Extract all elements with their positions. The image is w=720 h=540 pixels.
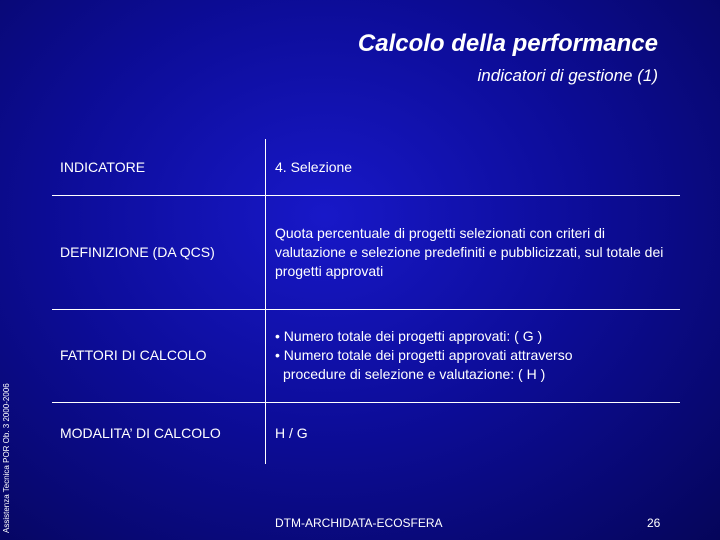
row-label-indicatore (60, 139, 260, 195)
indicator-table (52, 139, 680, 464)
side-vertical-text: Assistenza Tecnica POR Ob. 3 2000-2006 (2, 383, 11, 533)
row-value-modalita (275, 402, 675, 464)
table-row-label: DEFINIZIONE (DA QCS) (60, 243, 215, 260)
bullet-list (275, 327, 573, 384)
table-row-label: FATTORI DI CALCOLO (60, 347, 207, 363)
row-value-definizione (275, 195, 675, 309)
slide-subtitle: indicatori di gestione (1) (477, 66, 658, 85)
slide-title: Calcolo della performance (357, 30, 658, 57)
table-row-value: Quota percentuale di progetti selezionati con criteri di valutazione e selezione predefiniti e pubblicizzati, sul totale dei progetti approvati (275, 224, 664, 279)
row-label-fattori (60, 309, 260, 402)
bullet-item: • Numero totale dei progetti approvati: ( G ) (275, 328, 543, 344)
page-number: 26 (647, 516, 661, 530)
table-column-divider (265, 139, 266, 464)
table-row-label: MODALITA’ DI CALCOLO (60, 424, 221, 441)
row-value-indicatore (275, 139, 675, 195)
bullet-item: • Numero totale dei progetti approvati attraverso (275, 347, 573, 363)
row-label-definizione (60, 195, 260, 309)
row-value-fattori (275, 309, 675, 402)
bullet-item-continuation: procedure di selezione e valutazione: ( H ) (283, 366, 546, 382)
row-label-modalita (60, 402, 260, 464)
table-row-value: 4. Selezione (275, 158, 353, 175)
table-row-value: H / G (275, 424, 308, 441)
table-row-label: INDICATORE (60, 158, 146, 175)
footer-organization: DTM-ARCHIDATA-ECOSFERA (275, 516, 443, 530)
